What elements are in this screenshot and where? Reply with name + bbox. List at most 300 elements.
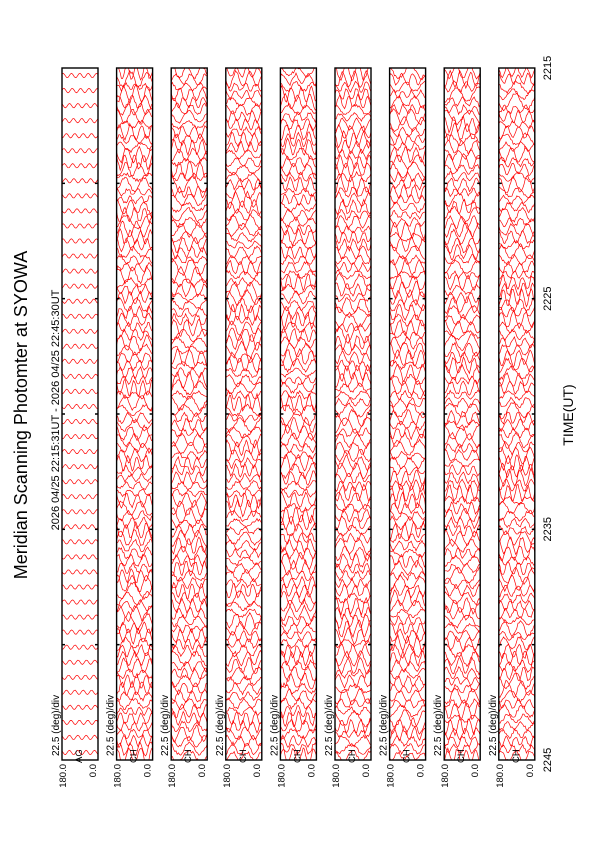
trace-line	[62, 89, 98, 93]
panels-group	[51, 63, 536, 787]
trace-line	[62, 630, 98, 634]
trace-line	[117, 583, 153, 600]
channel-label: CH	[128, 749, 140, 763]
trace-line	[335, 620, 371, 638]
panel-traces	[335, 63, 371, 762]
trace-line	[280, 312, 316, 329]
y-tick-label: 180.0	[494, 764, 506, 788]
trace-line	[499, 254, 535, 265]
trace-line	[280, 376, 316, 384]
trace-line	[280, 433, 316, 447]
trace-line	[499, 412, 535, 425]
trace-line	[444, 398, 480, 407]
trace-line	[117, 322, 153, 333]
trace-line	[280, 301, 316, 311]
trace-line	[499, 172, 535, 182]
trace-line	[280, 358, 316, 372]
x-tick-label: 2225	[541, 286, 554, 311]
trace-line	[117, 120, 153, 129]
trace-line	[117, 196, 153, 204]
trace-line	[226, 557, 262, 565]
trace-line	[390, 270, 426, 279]
trace-line	[117, 612, 153, 630]
trace-line	[62, 600, 98, 604]
trace-line	[280, 523, 316, 537]
trace-line	[335, 187, 371, 198]
trace-line	[444, 297, 480, 314]
trace-line	[444, 585, 480, 597]
trace-line	[280, 383, 316, 394]
trace-line	[280, 720, 316, 733]
trace-line	[335, 442, 371, 455]
channel-label: CH	[237, 749, 249, 763]
trace-line	[62, 194, 98, 198]
trace-line	[226, 404, 262, 416]
trace-line	[335, 684, 371, 693]
trace-line	[499, 110, 535, 122]
trace-line	[335, 584, 371, 598]
trace-line	[62, 404, 98, 408]
trace-line	[171, 258, 207, 275]
trace-line	[171, 625, 207, 633]
trace-line	[117, 669, 153, 678]
trace-line	[499, 142, 535, 152]
y-tick-label: 180.0	[58, 764, 69, 788]
trace-line	[335, 140, 371, 153]
trace-line	[171, 300, 207, 310]
trace-line	[171, 637, 207, 649]
trace-line	[62, 179, 98, 183]
trace-line	[499, 397, 535, 407]
trace-line	[444, 667, 480, 679]
trace-line	[226, 166, 262, 175]
trace-line	[117, 529, 153, 545]
trace-line	[226, 132, 262, 146]
trace-line	[62, 480, 98, 484]
trace-line	[499, 531, 535, 545]
trace-line	[117, 554, 153, 566]
trace-line	[62, 314, 98, 318]
trace-line	[499, 651, 535, 665]
trace-line	[62, 510, 98, 514]
trace-line	[226, 527, 262, 535]
trace-line	[335, 462, 371, 479]
panel-8	[433, 65, 481, 788]
trace-line	[444, 293, 480, 304]
trace-line	[444, 238, 480, 253]
trace-line	[226, 449, 262, 463]
trace-line	[171, 457, 207, 470]
trace-line	[62, 73, 98, 77]
trace-line	[390, 320, 426, 336]
trace-line	[444, 459, 480, 466]
trace-line	[280, 306, 316, 319]
trace-line	[499, 203, 535, 213]
trace-line	[226, 549, 262, 558]
panel-traces	[499, 67, 535, 763]
trace-line	[444, 134, 480, 146]
trace-line	[117, 64, 153, 80]
trace-line	[117, 425, 153, 440]
trace-line	[335, 176, 371, 194]
panel-traces	[117, 64, 153, 765]
trace-line	[171, 349, 207, 366]
trace-line	[280, 735, 316, 747]
trace-line	[280, 489, 316, 497]
panel-frame	[226, 68, 262, 760]
panel-frame	[62, 68, 98, 760]
trace-line	[335, 516, 371, 530]
trace-line	[280, 337, 316, 349]
trace-line	[280, 560, 316, 575]
trace-line	[390, 142, 426, 151]
trace-line	[62, 344, 98, 348]
trace-line	[444, 563, 480, 573]
trace-line	[226, 209, 262, 221]
trace-line	[226, 119, 262, 130]
trace-line	[390, 676, 426, 686]
trace-line	[171, 675, 207, 688]
trace-line	[62, 675, 98, 679]
trace-line	[117, 395, 153, 410]
trace-line	[444, 592, 480, 605]
trace-line	[499, 208, 535, 222]
trace-line	[62, 119, 98, 123]
trace-line	[171, 712, 207, 726]
trace-line	[335, 644, 371, 657]
trace-line	[499, 322, 535, 333]
panel-traces	[226, 66, 262, 762]
trace-line	[171, 662, 207, 672]
y-tick-label: 0.0	[361, 764, 372, 778]
trace-line	[117, 405, 153, 416]
trace-line	[62, 449, 98, 453]
trace-line	[335, 526, 371, 536]
trace-line	[117, 246, 153, 257]
trace-line	[335, 533, 371, 543]
trace-line	[62, 735, 98, 739]
trace-line	[117, 306, 153, 319]
trace-line	[390, 233, 426, 242]
trace-line	[444, 465, 480, 476]
x-tick-label: 2245	[541, 747, 554, 773]
trace-line	[444, 275, 480, 290]
trace-line	[62, 104, 98, 108]
y-tick-label: 180.0	[385, 764, 397, 788]
trace-line	[390, 522, 426, 540]
trace-line	[226, 711, 262, 725]
trace-line	[390, 245, 426, 259]
chart-subtitle: 2026 04/25 22:15:31UT - 2026 04/25 22:45:30UT	[50, 289, 62, 531]
trace-line	[171, 293, 207, 302]
trace-line	[226, 321, 262, 335]
trace-line	[444, 496, 480, 504]
panel-traces	[390, 65, 426, 760]
trace-line	[499, 575, 535, 591]
trace-line	[335, 669, 371, 678]
trace-line	[226, 184, 262, 199]
trace-line	[335, 81, 371, 92]
panel-4	[215, 66, 263, 788]
trace-line	[444, 677, 480, 685]
trace-line	[280, 229, 316, 246]
trace-line	[62, 374, 98, 378]
trace-line	[226, 540, 262, 550]
trace-line	[62, 254, 98, 258]
trace-line	[62, 434, 98, 438]
trace-line	[171, 442, 207, 455]
trace-line	[226, 631, 262, 642]
trace-line	[226, 579, 262, 588]
trace-line	[226, 215, 262, 230]
trace-line	[444, 548, 480, 559]
trace-line	[499, 163, 535, 175]
trace-line	[226, 282, 262, 299]
trace-line	[117, 360, 153, 371]
channel-label: CH	[347, 749, 358, 763]
trace-line	[117, 501, 153, 515]
trace-line	[444, 411, 480, 426]
trace-line	[390, 379, 426, 395]
trace-line	[444, 188, 480, 197]
trace-line	[171, 283, 207, 297]
trace-line	[390, 161, 426, 178]
trace-line	[499, 699, 535, 709]
trace-line	[444, 271, 480, 279]
trace-line	[62, 299, 98, 303]
trace-line	[335, 383, 371, 392]
trace-line	[117, 189, 153, 197]
trace-line	[499, 601, 535, 611]
trace-line	[280, 660, 316, 670]
trace-line	[390, 575, 426, 590]
y-tick-label: 0.0	[306, 764, 318, 778]
trace-line	[335, 149, 371, 159]
trace-line	[280, 246, 316, 258]
trace-line	[335, 719, 371, 733]
trace-line	[390, 184, 426, 198]
trace-line	[62, 389, 98, 393]
y-tick-label: 0.0	[470, 764, 482, 778]
trace-line	[335, 373, 371, 388]
trace-line	[226, 278, 262, 287]
trace-line	[280, 177, 316, 192]
trace-line	[171, 530, 207, 546]
trace-line	[62, 690, 98, 694]
trace-line	[171, 518, 207, 528]
scale-label: 22.5 (deg)/div	[487, 694, 499, 756]
y-tick-label: 180.0	[112, 764, 124, 788]
trace-line	[499, 428, 535, 438]
trace-line	[226, 304, 262, 320]
trace-line	[499, 391, 535, 400]
trace-line	[444, 555, 480, 566]
trace-line	[444, 606, 480, 620]
trace-line	[390, 534, 426, 543]
trace-line	[171, 489, 207, 497]
trace-line	[171, 698, 207, 709]
trace-line	[117, 674, 153, 688]
y-tick-label: 180.0	[440, 764, 452, 788]
trace-line	[390, 360, 426, 369]
trace-line	[62, 465, 98, 469]
panel-traces	[171, 65, 207, 763]
trace-line	[280, 271, 316, 280]
trace-line	[335, 225, 371, 234]
trace-line	[62, 209, 98, 213]
scale-label: 22.5 (deg)/div	[51, 694, 62, 756]
trace-line	[335, 564, 371, 574]
trace-line	[280, 507, 316, 524]
trace-line	[390, 700, 426, 708]
trace-line	[499, 518, 535, 527]
trace-line	[335, 200, 371, 215]
trace-line	[335, 105, 371, 115]
trace-line	[499, 705, 535, 718]
trace-line	[444, 578, 480, 589]
panel-traces	[62, 73, 98, 754]
trace-line	[335, 651, 371, 666]
trace-line	[280, 394, 316, 411]
channel-label: CH	[183, 749, 195, 763]
trace-line	[499, 299, 535, 311]
trace-line	[280, 652, 316, 666]
trace-line	[390, 391, 426, 400]
trace-line	[117, 256, 153, 265]
trace-line	[390, 314, 426, 326]
trace-line	[226, 335, 262, 351]
trace-line	[117, 456, 153, 471]
trace-line	[226, 683, 262, 695]
trace-line	[117, 547, 153, 559]
channel-label: CH	[292, 749, 304, 763]
trace-line	[444, 207, 480, 224]
trace-line	[280, 156, 316, 169]
y-tick-label: 0.0	[524, 764, 536, 778]
trace-line	[226, 232, 262, 242]
y-tick-label: 0.0	[142, 764, 154, 778]
trace-line	[171, 391, 207, 400]
trace-line	[335, 428, 371, 437]
trace-line	[280, 138, 316, 155]
y-tick-label: 0.0	[197, 764, 209, 778]
y-tick-label: 180.0	[276, 764, 288, 788]
trace-line	[499, 680, 535, 697]
scale-label: 22.5 (deg)/div	[269, 694, 281, 756]
trace-line	[280, 533, 316, 544]
y-tick-label: 0.0	[251, 764, 263, 778]
trace-line	[390, 660, 426, 672]
trace-line	[226, 601, 262, 610]
trace-line	[444, 285, 480, 296]
trace-line	[390, 572, 426, 581]
trace-line	[62, 585, 98, 589]
trace-line	[171, 493, 207, 508]
trace-line	[62, 134, 98, 138]
trace-line	[117, 154, 153, 171]
trace-line	[280, 690, 316, 703]
trace-line	[171, 451, 207, 461]
trace-line	[499, 660, 535, 673]
trace-line	[62, 149, 98, 153]
chart-title: Meridian Scanning Photomter at SYOWA	[11, 250, 31, 580]
trace-line	[444, 736, 480, 747]
trace-line	[226, 707, 262, 716]
trace-line	[62, 224, 98, 228]
trace-line	[62, 660, 98, 664]
trace-line	[499, 230, 535, 243]
trace-line	[280, 711, 316, 727]
trace-line	[280, 409, 316, 426]
trace-line	[280, 73, 316, 85]
trace-line	[335, 598, 371, 615]
y-tick-label: 180.0	[167, 764, 179, 788]
trace-line	[171, 608, 207, 620]
trace-line	[280, 492, 316, 507]
trace-line	[444, 315, 480, 326]
trace-line	[226, 261, 262, 275]
trace-line	[117, 698, 153, 709]
y-tick-label: 0.0	[88, 764, 99, 778]
trace-line	[171, 524, 207, 537]
trace-line	[280, 645, 316, 658]
trace-line	[280, 605, 316, 621]
trace-line	[335, 262, 371, 272]
trace-line	[62, 720, 98, 724]
trace-line	[499, 275, 535, 289]
trace-line	[117, 517, 153, 529]
trace-line	[499, 176, 535, 194]
trace-line	[117, 229, 153, 244]
trace-line	[335, 689, 371, 705]
trace-line	[62, 329, 98, 333]
trace-line	[62, 269, 98, 273]
trace-line	[171, 362, 207, 370]
trace-line	[499, 245, 535, 259]
trace-line	[390, 300, 426, 312]
trace-line	[171, 615, 207, 627]
trace-line	[171, 237, 207, 252]
x-tick-label: 2215	[541, 55, 554, 81]
trace-line	[335, 707, 371, 715]
scale-label: 22.5 (deg)/div	[433, 694, 445, 756]
panel-7	[379, 65, 427, 787]
trace-line	[335, 449, 371, 462]
trace-line	[62, 164, 98, 168]
trace-line	[390, 172, 426, 182]
trace-line	[171, 561, 207, 576]
trace-line	[444, 644, 480, 657]
trace-line	[226, 352, 262, 364]
trace-line	[171, 65, 207, 79]
trace-line	[499, 631, 535, 640]
trace-line	[117, 379, 153, 396]
trace-line	[499, 261, 535, 273]
trace-line	[117, 735, 153, 748]
trace-line	[280, 103, 316, 114]
trace-line	[62, 419, 98, 423]
trace-line	[171, 682, 207, 695]
trace-line	[117, 448, 153, 463]
trace-line	[390, 684, 426, 693]
trace-line	[499, 157, 535, 167]
trace-line	[499, 636, 535, 650]
trace-line	[171, 428, 207, 437]
trace-line	[117, 329, 153, 340]
trace-line	[171, 187, 207, 198]
trace-line	[444, 140, 480, 154]
trace-line	[499, 510, 535, 521]
